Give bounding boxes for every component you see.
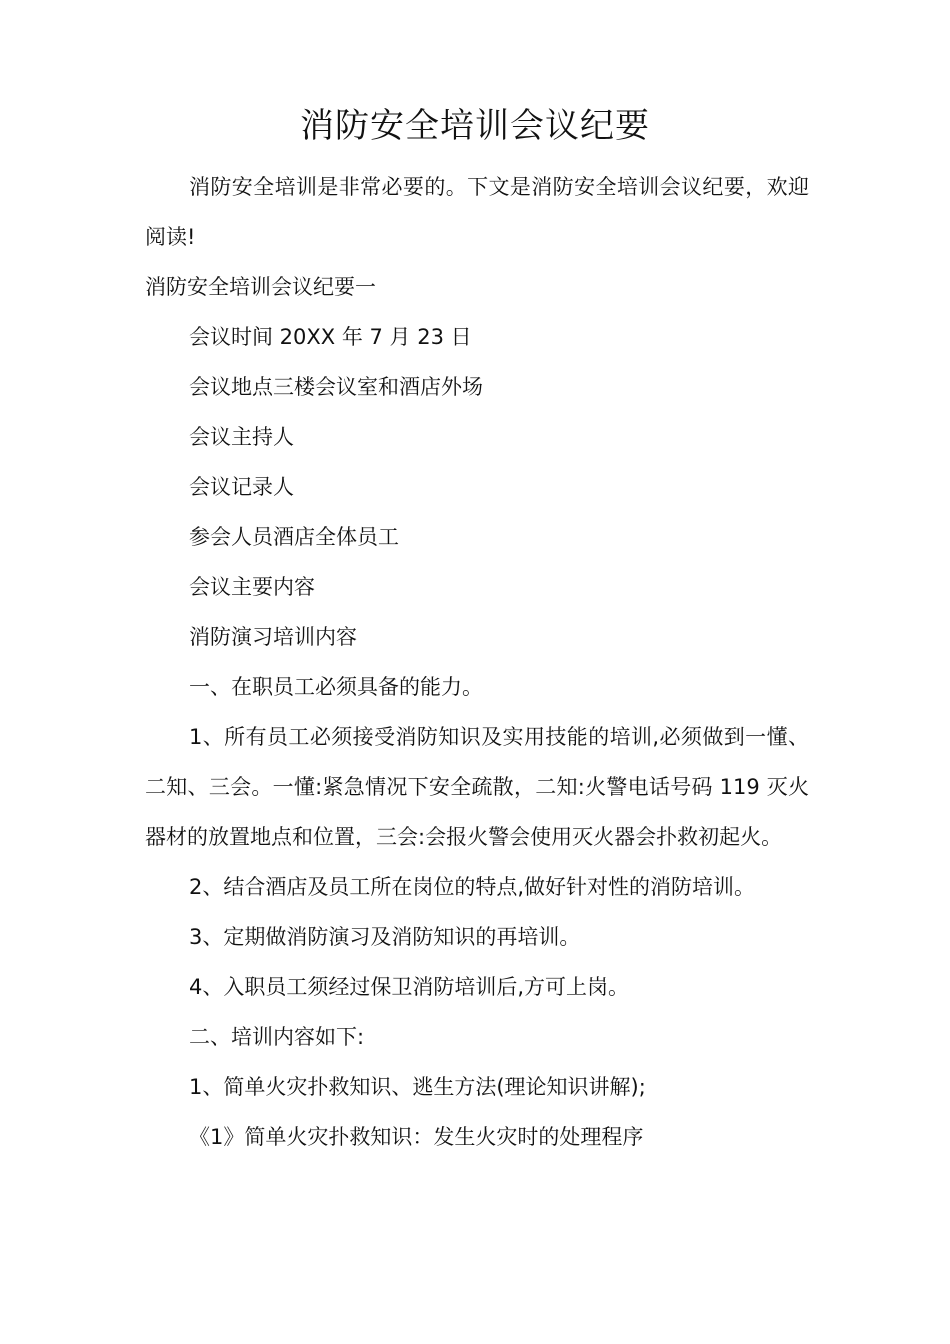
intro-paragraph: 消防安全培训是非常必要的。下文是消防安全培训会议纪要，欢迎阅读! [145,175,809,249]
list-item: 2、结合酒店及员工所在岗位的特点,做好针对性的消防培训。 [189,875,756,899]
list-heading-2: 二、培训内容如下: [189,1025,365,1049]
meeting-host: 会议主持人 [189,425,294,449]
section-heading: 消防安全培训会议纪要一 [145,275,376,299]
document-body [145,162,809,1162]
list-heading-1: 一、在职员工必须具备的能力。 [189,675,483,699]
list-item: 1、简单火灾扑救知识、逃生方法(理论知识讲解); [189,1075,646,1099]
list-item: 3、定期做消防演习及消防知识的再培训。 [189,925,581,949]
list-item: 1、所有员工必须接受消防知识及实用技能的培训,必须做到一懂、二知、三会。一懂:紧急情况下安全疏散，二知:火警电话号码 119 灭火器材的放置地点和位置，三会:会报火警会使用灭火器会扑救初起火。 [145,725,809,849]
list-subitem: 《1》简单火灾扑救知识：发生火灾时的处理程序 [189,1125,644,1149]
document-title: 消防安全培训会议纪要 [300,106,650,146]
meeting-attendees: 参会人员酒店全体员工 [189,525,399,549]
meeting-time: 会议时间 20XX 年 7 月 23 日 [189,325,472,349]
meeting-recorder: 会议记录人 [189,475,294,499]
list-item: 4、入职员工须经过保卫消防培训后,方可上岗。 [189,975,630,999]
meeting-content-heading: 会议主要内容 [189,575,315,599]
drill-training-heading: 消防演习培训内容 [189,625,357,649]
meeting-location: 会议地点三楼会议室和酒店外场 [189,375,483,399]
